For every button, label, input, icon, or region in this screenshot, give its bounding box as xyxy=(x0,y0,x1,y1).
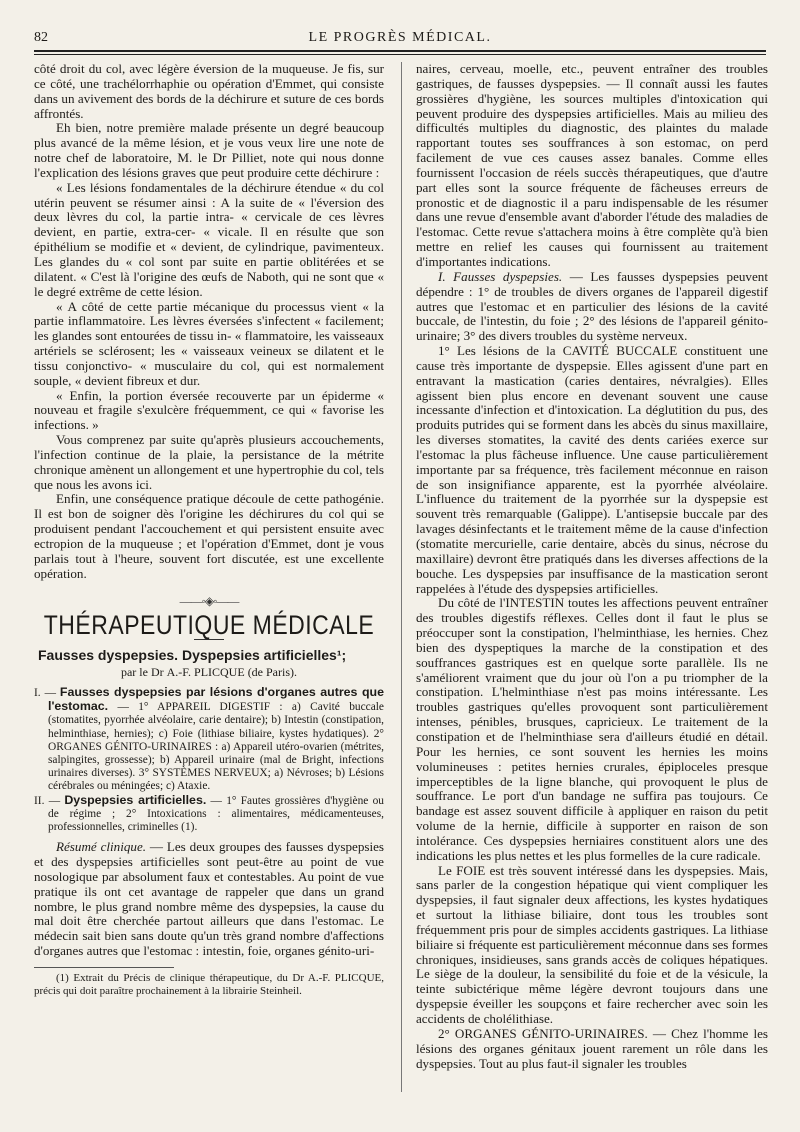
paragraph: I. Fausses dyspepsies. — Les fausses dyspepsies peuvent dépendre : 1° de troubles de divers organes de l'appareil digestif autres que l'estomac et en particulier des lésions de la cavité buccale, de l'intestin, du foie ; 2° des lésions de l'appareil génito-urinaire; 3° des divers troubles du système nerveux. xyxy=(416,268,768,344)
paragraph: Eh bien, notre première malade présente un degré beaucoup plus avancé de la même lésion, et je vous veux lire une note de notre chef de laboratoire, M. le Dr Pilliet, note qui nous donne l'explication des lésions graves que peut produire cette déchirure : xyxy=(34,120,384,180)
column-divider xyxy=(401,62,402,1092)
section-title: THÉRAPEUTIQUE MÉDICALE xyxy=(43,610,375,641)
header-rule-thick xyxy=(34,50,766,52)
page-number: 82 xyxy=(34,30,48,45)
paragraph: côté droit du col, avec légère éversion de la muqueuse. Je fis, sur ce côté, une trachélorrhaphie ou opération d'Emmet, qui consiste dans un avivement des bords de la déchirure et suture de ces bords affrontés. xyxy=(34,61,384,121)
author-line: par le Dr A.-F. PLICQUE (de Paris). xyxy=(120,665,298,680)
author-name: A.-F. PLICQUE xyxy=(166,665,245,680)
footnote-rule xyxy=(34,967,174,968)
paragraph: naires, cerveau, moelle, etc., peuvent entraîner des troubles gastriques, de fausses dyspepsies. — Il connaît aussi les fautes grossières d'hygiène, les sources multiples d'intoxication qui peuvent produire des dyspepsies artificielles. Mais au milieu des difficultés multiples du diagnostic, des plaintes du malade rapportant toutes ses souffrances à son estomac, on perd facilement de vue ces causes assez banales. Comme elles fournissent l'occasion de réels succès thérapeutiques, que d'autre part elles sont la source fréquente de fâcheuses erreurs de pronostic et de diagnostic il a paru indispensable de les résumer dans une revue d'ensemble avant d'aborder l'étude des maladies de l'estomac. Cette revue s'attachera moins à être complète qu'à bien mettre en relief les causes qui fournissent au traitement d'importantes indications. xyxy=(416,61,768,269)
header-rule-thin xyxy=(34,54,766,55)
article-title: Fausses dyspepsies. Dyspepsies artificielles¹; xyxy=(38,647,347,664)
journal-title: LE PROGRÈS MÉDICAL. xyxy=(308,30,492,45)
paragraph: Vous comprenez par suite qu'après plusieurs accouchements, l'infection continue de la plaie, la persistance de la métrite chronique amènent un allongement et une hypertrophie du col, tels que nous les avons ici. xyxy=(34,432,384,492)
summary-item: I. — Fausses dyspepsies par lésions d'organes autres que l'estomac. — 1° APPAREIL DIGESTIF : a) Cavité buccale (stomatites, pyorrhée alvéolaire, carie dentaire); b) Intestin (constipation, helminthiase, hernies); c) Foie (lithiase biliaire, kystes hydatiques). 2° ORGANES GÉNITO-URINAIRES : a) Appareil utéro-ovarien (métrites, salpingites, grossesse); b) Appareil urinaire (mal de Bright, infections urinaires diverses). 3° SYSTÈMES NERVEUX; a) Névroses; b) Lésions cérébrales ou méningées; c) Ataxie. xyxy=(34,684,384,793)
footnote: (1) Extrait du Précis de clinique thérapeutique, du Dr A.-F. PLICQUE, précis qui doit paraître prochainement à la librairie Steinheil. xyxy=(34,971,384,997)
running-header xyxy=(34,30,766,50)
section-ornament: ——◦◈◦—— xyxy=(179,593,239,608)
quotation-paragraph: « Enfin, la portion éversée recouverte par un épiderme « nouveau et fragile s'exulcère fréquemment, ce qui « favorise les infections. » xyxy=(34,387,384,433)
paragraph: Le FOIE est très souvent intéressé dans les dyspepsies. Mais, sans parler de la congestion hépatique qui vient compliquer les dyspepsies, il faut signaler deux affections, les kystes hydatiques et surtout la lithiase biliaire, dont tous les troubles sont fréquemment pris pour de simples accidents gastriques. La lithiase biliaire si fréquente est particulièrement méconnue dans ses formes chroniques, insidieuses, sans grands accès de coliques hépatiques. Le siège de la douleur, la sensibilité du foie et de la vésicule, la teinte subictérique même légère devront toujours dans une dyspepsie éveiller les soupçons et faire rechercher avec soin les accidents de cholélithiase. xyxy=(416,862,768,1026)
paragraph: 2° ORGANES GÉNITO-URINAIRES. — Chez l'homme les lésions des organes génitaux jouent rarement un rôle dans les dyspepsies. Tout au plus faut-il signaler les troubles xyxy=(416,1025,768,1071)
left-column xyxy=(34,62,384,998)
clinical-summary: Résumé clinique. — Les deux groupes des fausses dyspepsies et des dyspepsies artificielles sont peut-être au point de vue nosologique par absolument faux et contestables. Au point de vue pratique ils ont cet avantage de rappeler que dans un grand nombre, le plus grand nombre même des dyspepsies, la cause du mal doit être cherchée partout ailleurs que dans l'estomac. Le médecin sait bien sans doute qu'un très grand nombre d'affections d'organes autres que l'estomac : intestin, foie, organes génito-uri- xyxy=(34,839,385,959)
summary-item: II. — Dyspepsies artificielles. — 1° Fautes grossières d'hygiène ou de régime ; 2° Intoxications : alimentaires, médicamenteuses, professionnelles, criminelles (1). xyxy=(34,792,384,833)
right-column xyxy=(416,62,768,1071)
quotation-paragraph: « A côté de cette partie mécanique du processus vient « la partie inflammatoire. Les lèvres éversées s'infectent « facilement; les glandes sont entourées de tissu in- « flammatoire, les vaisseaux artériels se sclérosent; les « vaisseaux veineux se dilatent et le tissu conjonctivo- « musculaire du col, qui est normalement souple, « devient fibreux et dur. xyxy=(34,298,384,388)
paragraph: Enfin, une conséquence pratique découle de cette pathogénie. Il est bon de soigner dès l'origine les déchirures du col qui se produisent pendant l'accouchement et qui persistent ensuite avec ectropion de la muqueuse ; et l'opération d'Emmet, dont je vous parlais tout à l'heure, souvent fort discutée, est une excellente opération. xyxy=(34,491,384,581)
quotation-paragraph: « Les lésions fondamentales de la déchirure étendue « du col utérin peuvent se résumer ainsi : A la suite de « l'éversion des deux lèvres du col, la partie intra- « cervicale de ces lèvres devient, en partie, extra-cer- « vicale. Il en résulte que son épithélium se modifie et « devient, de cylindrique, pavimenteux. Les glandes du « col sont par suite en partie oblitérées et se dilatent. « C'est là l'origine des œufs de Naboth, qui ne sont que « le degré extrême de cette lésion. xyxy=(34,179,384,299)
paragraph: Du côté de l'INTESTIN toutes les affections peuvent entraîner des troubles digestifs réflexes. Celles dont il faut le plus se préoccuper sont la constipation, l'helminthiase, les hernies. Chez bien des dyspeptiques la marche de la constipation et des souffrances gastriques est en quelque sorte parallèle. Ils ne s'améliorent vraiment que du jour où l'on a pu triompher de la constipation. L'helminthiase n'est pas moins intéressante. Les troubles gastriques qu'elles provoquent sont particulièrement intenses, pénibles, brusques, capricieux. Le traitement de la constipation et de l'helminthiase sera d'ailleurs étudié en détail. Pour les hernies, ce sont souvent les hernies les moins volumineuses : petites hernies crurales, épiploceles presque imperceptibles de la ligne blanche, qui provoquent le plus de souffrance. Le port d'un bandage ne suffira pas toujours. Ce bandage est assez souvent difficile à appliquer en raison du petit volume de la hernie, difficile à supporter en raison de son intolérance. Ces dyspepsies herniaires constituent alors une des indications les plus nettes et les plus formelles de la cure radicale. xyxy=(416,595,768,863)
paragraph: 1° Les lésions de la CAVITÉ BUCCALE constituent une cause très importante de dyspepsie. Elles agissent d'une part en entravant la mastication (caries dentaires, névralgies). Elles agissent bien plus encore en devenant souvent une cause incessante d'infection et d'intoxication. La déglutition du pus, des produits putrides qui se forment dans les abcès du sinus maxillaire, les diverses stomatites, la cavité des dents cariées exerce sur l'estomac la plus fâcheuse influence. Une cause particulièrement importante par sa fréquence, très facilement méconnue en raison de son insignifiance apparente, est la pyorrhée alvéolaire. L'influence du traitement de la pyorrhée sur la dyspepsie est souvent très remarquable (Galippe). L'antisepsie buccale par des lavages désinfectants et le traitement même de la cause d'infection (stomatite mercurielle, carie dentaire, abcès du sinus, nécrose du maxillaire) devront être pratiqués dans les diverses affections de la bouche. Les dyspepsies par insuffisance de la mastication seront rappelées à l'étude des dyspepsies artificielles. xyxy=(416,343,768,596)
